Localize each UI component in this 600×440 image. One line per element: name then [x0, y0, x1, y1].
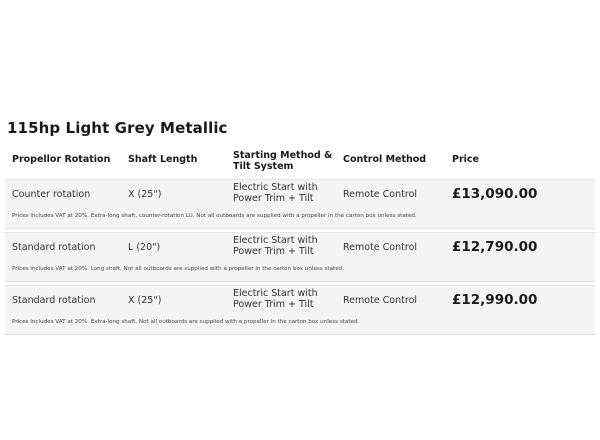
product-note: Prices includes VAT at 20%. Extra-long shaft. Not all outboards are supplied with a propeller in the carton box unless stated.	[12, 319, 360, 325]
shaft-length-value: X (25")	[128, 189, 162, 200]
shaft-length-value: L (20")	[128, 242, 161, 253]
propellor-rotation-value: Standard rotation	[12, 242, 96, 253]
table-header	[0, 148, 600, 178]
propellor-rotation-value: Standard rotation	[12, 295, 96, 306]
header-shaft-length: Shaft Length	[128, 154, 198, 165]
product-note: Prices includes VAT at 20%. Extra-long shaft, counter-rotation LU. Not all outboards are supplied with a propeller in the carton box unless stated.	[12, 213, 417, 219]
product-note-row	[5, 208, 595, 229]
product-row-main	[5, 285, 595, 315]
starting-method-value	[233, 236, 333, 257]
header-price: Price	[452, 154, 479, 165]
propellor-rotation-value: Counter rotation	[12, 189, 91, 200]
header-starting-method-line1: Starting Method &	[233, 150, 333, 161]
shaft-length-value: X (25")	[128, 295, 162, 306]
starting-method-line1: Electric Start with	[233, 182, 318, 193]
price-value: £13,090.00	[452, 186, 538, 202]
product-row-main	[5, 179, 595, 209]
product-row-main	[5, 232, 595, 262]
starting-method-line2: Power Trim + Tilt	[233, 245, 314, 257]
header-propellor-rotation: Propellor Rotation	[12, 154, 111, 165]
starting-method-line1: Electric Start with	[233, 288, 318, 299]
starting-method-line1: Electric Start with	[233, 235, 318, 246]
price-value: £12,790.00	[452, 239, 538, 255]
control-method-value: Remote Control	[343, 295, 418, 306]
starting-method-line2: Power Trim + Tilt	[233, 192, 314, 204]
header-control-method: Control Method	[343, 154, 427, 165]
starting-method-value	[233, 183, 333, 204]
header-starting-method-line2: Tilt System	[233, 161, 294, 172]
product-note-row	[5, 261, 595, 282]
starting-method-line2: Power Trim + Tilt	[233, 298, 314, 310]
product-note-row	[5, 314, 595, 335]
control-method-value: Remote Control	[343, 189, 418, 200]
header-starting-method	[233, 150, 333, 172]
starting-method-value	[233, 289, 333, 310]
price-value: £12,990.00	[452, 292, 538, 308]
control-method-value: Remote Control	[343, 242, 418, 253]
page-title: 115hp Light Grey Metallic	[7, 119, 228, 137]
product-note: Prices includes VAT at 20%. Long shaft. Not all outboards are supplied with a propeller in the carton box unless stated.	[12, 266, 345, 272]
